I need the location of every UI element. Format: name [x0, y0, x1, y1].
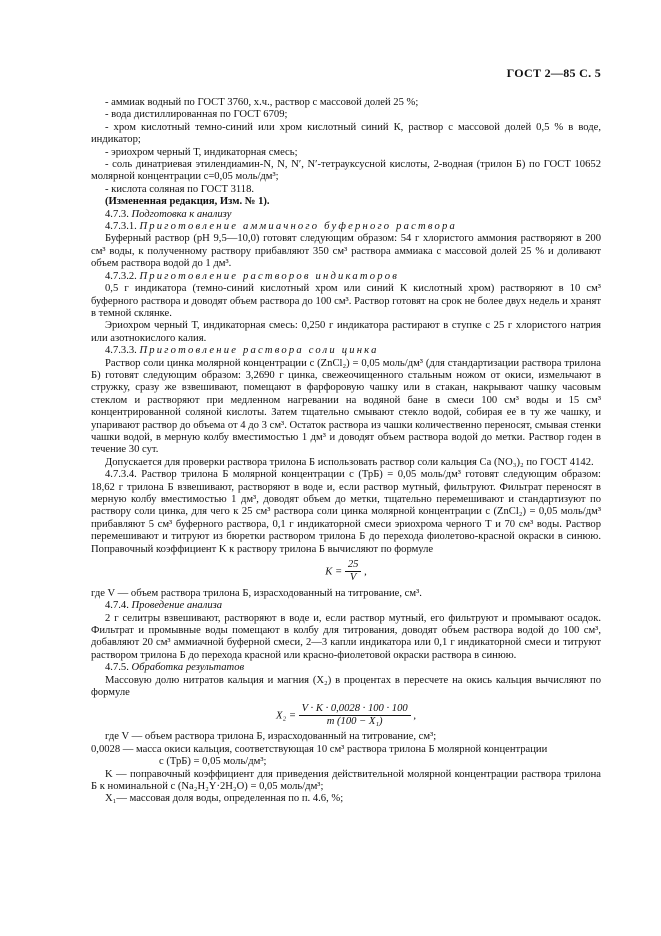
section-number: 4.7.3.3.: [105, 345, 137, 357]
section-heading-4-7-3-3: [91, 345, 601, 357]
paragraph: 2 г селитры взвешивают, растворяют в воде и, если раствор мутный, его фильтруют и промывают осадок. Фильтрат и промывные воды помещают в колбу для титрования, доводят объем раствора водой до 100 см³, добавляют 20 см³ аммиачной буферной смеси, 2—3 капли индикатора или 0,1 г индикаторной смеси и титруют раствором трилона Б до перехода красной или красно-фиолетовой окраски раствора в синюю.: [91, 612, 601, 661]
section-title: Подготовка к анализу: [131, 208, 232, 220]
paragraph: 4.7.3.4. Раствор трилона Б молярной концентрации c (ТрБ) = 0,05 моль/дм³ готовят следующим образом: 18,62 г трилона Б взвешивают, растворяют в воде и, если раствор мутный, фильтруют. Фильтрат переносят в мерную колбу вместимостью 1 дм³, доводят объем до метки, тщательно перемешивают и стандартизуют по раствору соли цинка, для чего к 25 см³ раствора соли цинка молярной концентрации c (ZnCl₂) = 0,05 моль/дм³ прибавляют 5 см³ буферного раствора, 0,1 г индикаторной смеси эриохрома черного Т и 70 см³ воды. Раствор перемешивают и титруют из бюретки раствором трилона Б до перехода фиолетово-красной окраски в синюю. Поправочный коэффициент K к раствору трилона Б вычисляют по формуле: [91, 469, 601, 555]
formula-tail: ,: [364, 566, 367, 578]
fraction-denominator: m (100 − X₁): [326, 715, 383, 727]
section-heading-4-7-3: [91, 209, 601, 221]
section-title: Приготовление раствора соли цинка: [139, 345, 379, 357]
section-number: 4.7.3.2.: [105, 270, 137, 282]
paragraph: Раствор соли цинка молярной концентрации c (ZnCl₂) = 0,05 моль/дм³ (для стандартизации раствора трилона Б) готовят следующим образом: 3,2690 г цинка, свежеочищенного стальным ножом от окиси, измельчают в стружку, сразу же взвешивают, помещают в фарфоровую чашку или в стакан, накрывают чашку часовым стеклом и растворяют при медленном нагревании на водяной бане в смеси 100 см³ воды и 15 см³ концентрированной соляной кислоты. Затем тщательно смывают стекло водой, собирая ее в ту же чашку, и упаривают раствор до объема от 4 до 3 см³. Остаток раствора из чашки количественно переносят, смывая стенки чашки водой, в мерную колбу вместимостью 1 дм³ и доводят объем раствора водой до метки. Раствор годен в течение 30 сут.: [91, 357, 601, 456]
section-title: Проведение анализа: [131, 600, 223, 612]
section-title: Обработка результатов: [131, 662, 245, 674]
where-item: 0,0028 — масса окиси кальция, соответствующая 10 см³ раствора трилона Б молярной концентрации: [91, 743, 548, 755]
section-title: Приготовление аммиачного буферного раствора: [139, 221, 458, 233]
list-item: - эриохром черный Т, индикаторная смесь;: [105, 146, 298, 158]
section-number: 4.7.3.1.: [105, 221, 137, 233]
fraction-numerator: 25: [345, 559, 362, 572]
paragraph: Эриохром черный Т, индикаторная смесь: 0,250 г индикатора растирают в ступке с 25 г хлористого натрия или азотнокислого калия.: [91, 320, 601, 344]
section-number: 4.7.4.: [105, 600, 129, 612]
section-heading-4-7-4: [91, 600, 601, 612]
formula-lhs: K =: [325, 566, 343, 578]
paragraph: Буферный раствор (pH 9,5—10,0) готовят следующим образом: 54 г хлористого аммония растворяют в 200 см³ воды, к полученному раствору прибавляют 350 см³ раствора аммиака с массовой долей 25 % и доливают объем раствора водой до 1 дм³.: [91, 233, 601, 270]
fraction-denominator: V: [349, 572, 357, 584]
list-item: - аммиак водный по ГОСТ 3760, х.ч., раствор с массовой долей 25 %;: [105, 97, 419, 108]
formula-k: [91, 559, 601, 585]
page-header: ГОСТ 2—85 С. 5: [506, 66, 601, 80]
list-item: - соль динатриевая этилендиамин-N, N, N′, N′-тетрауксусной кислоты, 2-водная (трилон Б) по ГОСТ 10652 молярной концентрации c=0,05 моль/дм³;: [91, 159, 601, 183]
list-item: - кислота соляная по ГОСТ 3118.: [105, 183, 255, 195]
section-heading-4-7-3-1: [91, 221, 601, 233]
where-item: c (ТрБ) = 0,05 моль/дм³;: [159, 756, 267, 768]
document-body: [91, 64, 601, 806]
where-item: где V — объем раствора трилона Б, израсходованный на титрование, см³;: [105, 731, 437, 743]
section-title: Приготовление растворов индикаторов: [139, 270, 400, 282]
formula-tail: ,: [413, 709, 416, 721]
list-item: - хром кислотный темно-синий или хром кислотный синий К, раствор с массовой долей 0,5 % в воде, индикатор;: [91, 121, 601, 146]
paragraph: 0,5 г индикатора (темно-синий кислотный хром или синий К кислотный хром) растворяют в 10 см³ буферного раствора и доводят объем раствора до 100 см³. Раствор готовят на срок не более двух недель и хранят в темной склянке.: [91, 283, 601, 319]
list-item: - вода дистиллированная по ГОСТ 6709;: [105, 109, 288, 121]
fraction: [345, 559, 362, 585]
amendment-note: (Измененная редакция, Изм. № 1).: [105, 196, 270, 208]
fraction: [299, 703, 411, 729]
formula-lhs: X₂ =: [276, 709, 296, 721]
formula-where: где V — объем раствора трилона Б, израсходованный на титрование, см³.: [91, 587, 422, 599]
section-heading-4-7-3-2: [91, 271, 601, 283]
section-number: 4.7.3.: [105, 208, 129, 220]
section-number: 4.7.5.: [105, 662, 129, 674]
formula-x2: [91, 703, 601, 729]
where-item: X₁— массовая доля воды, определенная по п. 4.6, %;: [105, 793, 344, 805]
where-item: K — поправочный коэффициент для приведения действительной молярной концентрации раствора трилона Б к номинальной c (Na₂H₂Y·2H₂O) = 0,05 моль/дм³;: [91, 768, 601, 792]
section-heading-4-7-5: [91, 662, 601, 674]
paragraph: Допускается для проверки раствора трилона Б использовать раствор соли кальция Ca (NO₃)₂ по ГОСТ 4142.: [105, 456, 594, 468]
fraction-numerator: V · K · 0,0028 · 100 · 100: [299, 703, 411, 716]
paragraph: Массовую долю нитратов кальция и магния (X₂) в процентах в пересчете на окись кальция вычисляют по формуле: [91, 674, 601, 699]
